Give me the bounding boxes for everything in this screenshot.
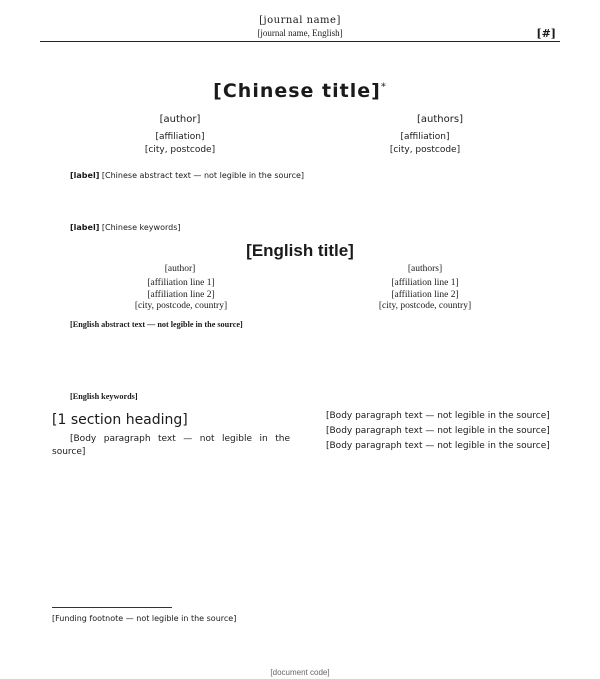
keywords-cn-text: [Chinese keywords] (101, 223, 181, 232)
affiliation-cn-right-city: [city, postcode] (389, 145, 461, 155)
body-paragraph: [Body paragraph text — not legible in the source] (326, 426, 550, 436)
affiliation-cn-left-org: [affiliation] (155, 132, 205, 142)
author-cn-left: [author] (159, 114, 201, 125)
footnote-rule (52, 607, 172, 608)
author-en-left: [author] (164, 264, 196, 274)
abstract-en: [English abstract text — not legible in the source] (70, 320, 243, 329)
body-paragraph: [Body paragraph text — not legible in the source] (52, 434, 290, 457)
header-rule (40, 41, 560, 42)
affiliation-cn-right (300, 131, 550, 157)
abstract-cn-label: [label] (70, 171, 100, 180)
author-cn-right: [authors] (417, 114, 463, 125)
author-en-right: [authors] (407, 264, 443, 274)
affiliation-cn-left (70, 131, 290, 157)
affiliation-en-left (56, 278, 306, 313)
affiliation-en-right (300, 278, 550, 313)
funding-footnote: [Funding footnote — not legible in the source] (52, 614, 237, 623)
running-header (0, 14, 600, 39)
abstract-cn (70, 170, 530, 182)
page-number: [#] (536, 27, 556, 40)
affiliation-en-left-3: [city, postcode, country] (134, 301, 228, 311)
keywords-cn-label: [label] (70, 223, 100, 232)
keywords-cn (70, 222, 530, 234)
affiliation-en-right-1: [affiliation line 1] (391, 278, 459, 288)
title-cn-footnote-mark: * (380, 81, 387, 93)
body-paragraph: [Body paragraph text — not legible in the source] (326, 441, 550, 451)
body-paragraph: [Body paragraph text — not legible in the source] (326, 411, 550, 421)
body-column-right (308, 410, 550, 455)
journal-name-cn: [journal name] (259, 15, 341, 26)
affiliation-en-right-2: [affiliation line 2] (391, 289, 459, 300)
body-column-left (52, 433, 290, 461)
keywords-en: [English keywords] (70, 392, 138, 401)
abstract-cn-text: [Chinese abstract text — not legible in the source] (101, 171, 305, 180)
title-cn-text: [Chinese title] (213, 80, 381, 102)
affiliation-en-right-3: [city, postcode, country] (378, 301, 472, 311)
affiliation-cn-right-org: [affiliation] (400, 132, 450, 142)
affiliation-cn-left-city: [city, postcode] (144, 145, 216, 155)
affiliation-en-left-2: [affiliation line 2] (147, 289, 215, 300)
section-heading-introduction: [1 section heading] (52, 412, 188, 428)
document-code: [document code] (270, 668, 330, 677)
journal-name-en: [journal name, English] (257, 28, 343, 38)
title-en: [English title] (246, 241, 354, 260)
title-cn (0, 80, 600, 102)
affiliation-en-left-1: [affiliation line 1] (147, 278, 215, 288)
